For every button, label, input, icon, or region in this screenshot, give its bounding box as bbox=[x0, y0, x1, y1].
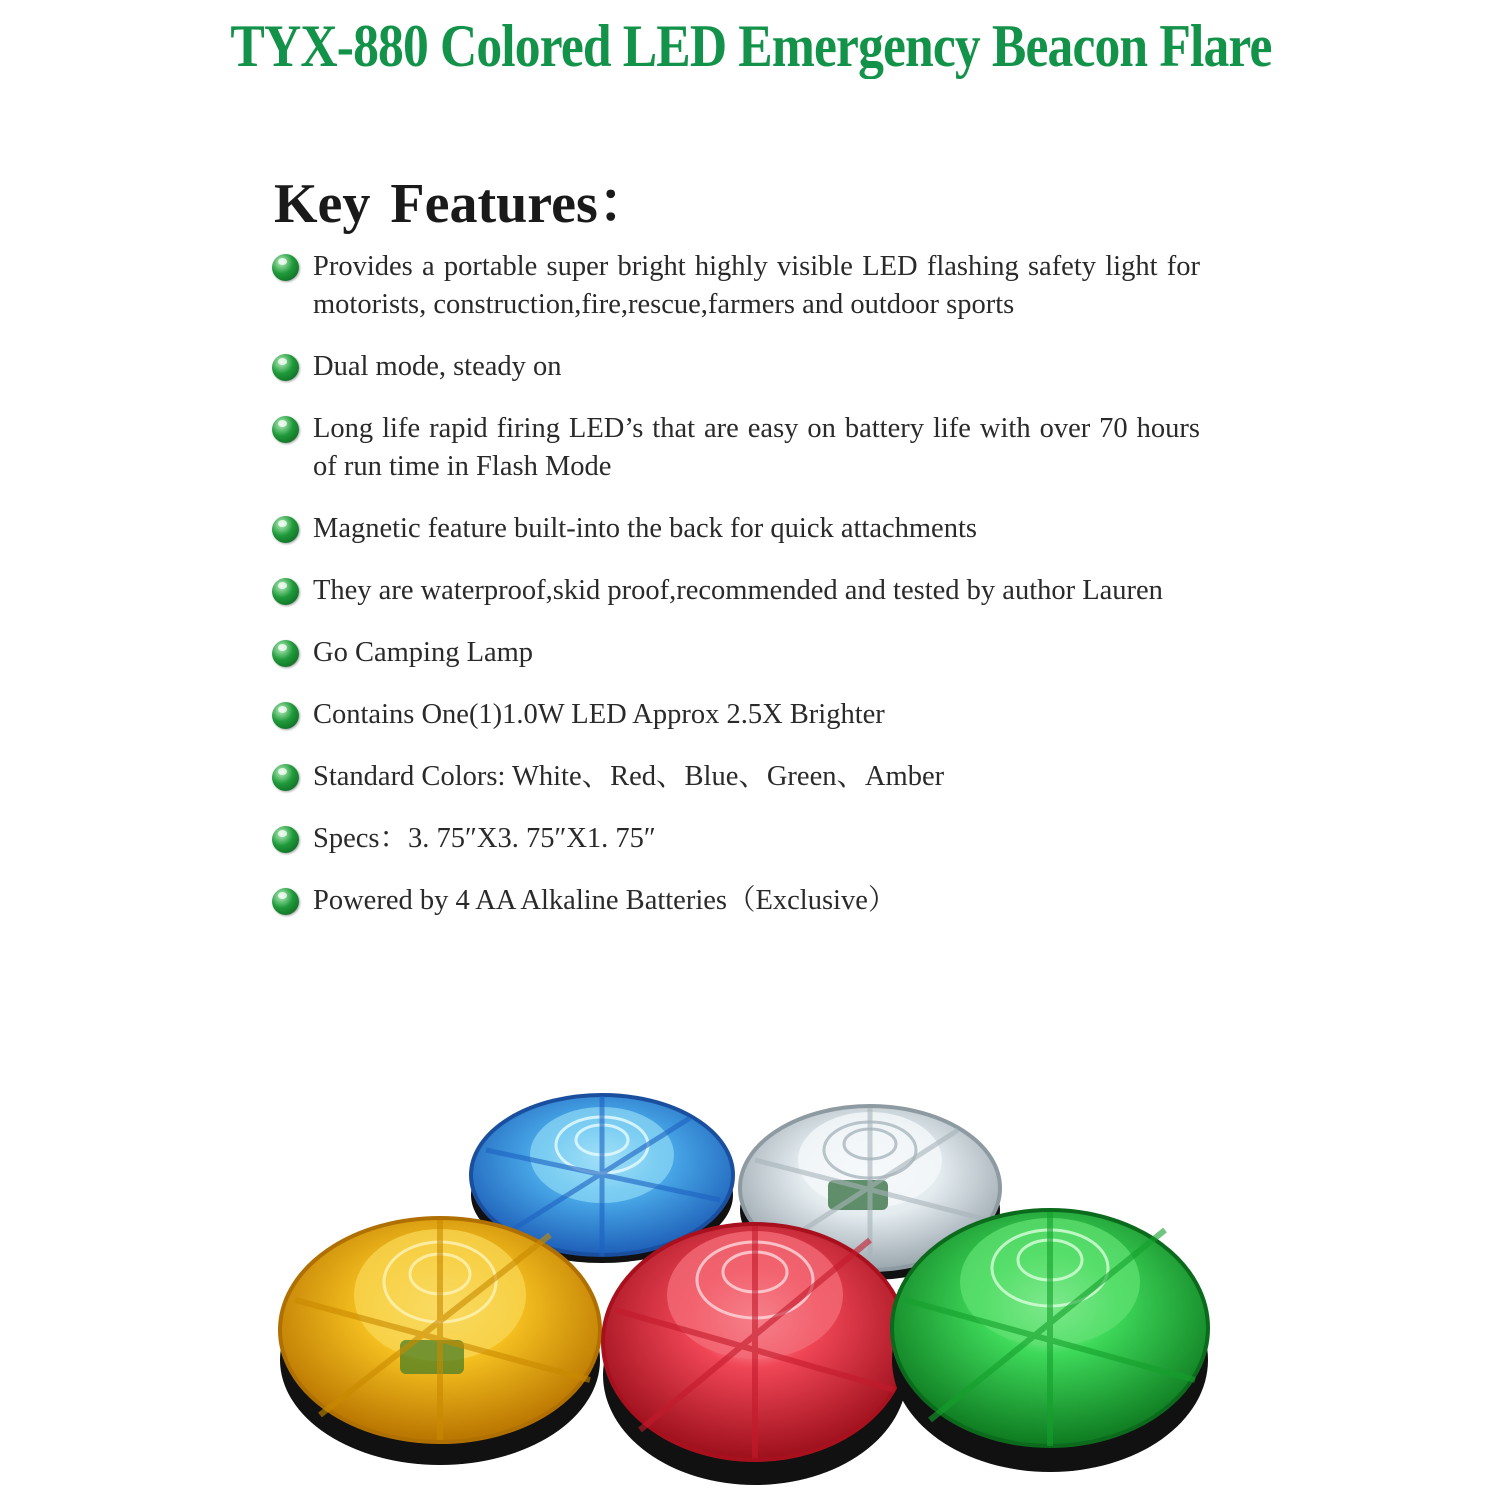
feature-text: Provides a portable super bright highly visible LED flashing safety light for motorists, construction,fire,rescue,farmers and outdoor sports bbox=[313, 251, 1200, 320]
green-sphere-bullet-icon bbox=[272, 254, 299, 281]
feature-item bbox=[272, 572, 1200, 610]
feature-item bbox=[272, 696, 1200, 734]
amber-flare bbox=[280, 1218, 600, 1465]
beacon-flares-photo bbox=[250, 1060, 1250, 1500]
red-flare bbox=[603, 1224, 907, 1485]
feature-item bbox=[272, 348, 1200, 386]
feature-item bbox=[272, 510, 1200, 548]
feature-item bbox=[272, 634, 1200, 672]
feature-text: Dual mode, steady on bbox=[313, 351, 562, 382]
feature-list bbox=[272, 248, 1200, 920]
feature-text: Standard Colors: White、Red、Blue、Green、Amber bbox=[313, 761, 945, 792]
feature-item bbox=[272, 248, 1200, 324]
feature-text: They are waterproof,skid proof,recommended and tested by author Lauren bbox=[313, 575, 1163, 606]
green-sphere-bullet-icon bbox=[272, 826, 299, 853]
page-title: TYX-880 Colored LED Emergency Beacon Flare bbox=[230, 13, 1272, 79]
feature-text: Powered by 4 AA Alkaline Batteries（Exclusive） bbox=[313, 885, 897, 916]
feature-text: Long life rapid firing LED’s that are easy on battery life with over 70 hours of run time in Flash Mode bbox=[313, 413, 1200, 482]
feature-text: Magnetic feature built-into the back for quick attachments bbox=[313, 513, 977, 544]
green-flare bbox=[892, 1210, 1208, 1472]
green-sphere-bullet-icon bbox=[272, 888, 299, 915]
feature-text: Specs：3. 75″X3. 75″X1. 75″ bbox=[313, 823, 656, 854]
feature-item bbox=[272, 820, 1200, 858]
green-sphere-bullet-icon bbox=[272, 516, 299, 543]
feature-text: Go Camping Lamp bbox=[313, 637, 534, 668]
green-sphere-bullet-icon bbox=[272, 416, 299, 443]
feature-item bbox=[272, 882, 1200, 920]
green-sphere-bullet-icon bbox=[272, 578, 299, 605]
green-sphere-bullet-icon bbox=[272, 354, 299, 381]
feature-item bbox=[272, 410, 1200, 486]
feature-item bbox=[272, 758, 1200, 796]
key-features-heading: Key Features： bbox=[274, 173, 654, 235]
green-sphere-bullet-icon bbox=[272, 702, 299, 729]
green-sphere-bullet-icon bbox=[272, 764, 299, 791]
feature-text: Contains One(1)1.0W LED Approx 2.5X Brighter bbox=[313, 699, 885, 730]
green-sphere-bullet-icon bbox=[272, 640, 299, 667]
